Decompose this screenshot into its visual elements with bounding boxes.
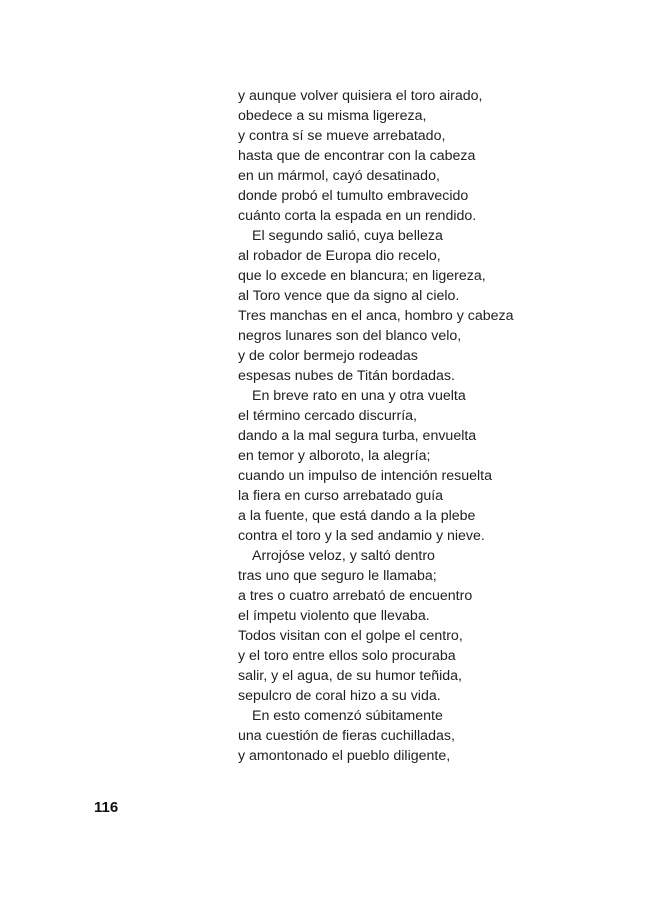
poem-line: negros lunares son del blanco velo, xyxy=(238,328,462,344)
poem-line: a tres o cuatro arrebató de encuentro xyxy=(238,588,473,604)
poem-text xyxy=(238,86,538,766)
poem-line: dando a la mal segura turba, envuelta xyxy=(238,428,477,444)
poem-line: a la fuente, que está dando a la plebe xyxy=(238,508,476,524)
poem-line: una cuestión de fieras cuchilladas, xyxy=(238,728,455,744)
page-number: 116 xyxy=(94,799,119,816)
poem-line: que lo excede en blancura; en ligereza, xyxy=(238,268,486,284)
poem-line: donde probó el tumulto embravecido xyxy=(238,188,469,204)
poem-line: la fiera en curso arrebatado guía xyxy=(238,488,444,504)
poem-line: y de color bermejo rodeadas xyxy=(238,348,418,364)
poem-line: en temor y alboroto, la alegría; xyxy=(238,448,431,464)
poem-line: y amontonado el pueblo diligente, xyxy=(238,748,451,764)
poem-line: Tres manchas en el anca, hombro y cabeza xyxy=(238,308,514,324)
poem-line: espesas nubes de Titán bordadas. xyxy=(238,368,455,384)
poem-line: en un mármol, cayó desatinado, xyxy=(238,168,440,184)
poem-line: salir, y el agua, de su humor teñida, xyxy=(238,668,462,684)
poem-line: y contra sí se mueve arrebatado, xyxy=(238,128,446,144)
poem-line: cuando un impulso de intención resuelta xyxy=(238,468,492,484)
poem-line: contra el toro y la sed andamio y nieve. xyxy=(238,528,485,544)
poem-line: tras uno que seguro le llamaba; xyxy=(238,568,437,584)
poem-line: al Toro vence que da signo al cielo. xyxy=(238,288,460,304)
poem-line: el término cercado discurría, xyxy=(238,408,417,424)
poem-line: y el toro entre ellos solo procuraba xyxy=(238,648,456,664)
poem-line: El segundo salió, cuya belleza xyxy=(252,228,443,244)
poem-line: al robador de Europa dio recelo, xyxy=(238,248,441,264)
poem-line: Arrojóse veloz, y saltó dentro xyxy=(252,548,435,564)
poem-line: En breve rato en una y otra vuelta xyxy=(252,388,466,404)
poem-line: sepulcro de coral hizo a su vida. xyxy=(238,688,441,704)
poem-line: y aunque volver quisiera el toro airado, xyxy=(238,88,483,104)
poem-line: cuánto corta la espada en un rendido. xyxy=(238,208,477,224)
poem-line: hasta que de encontrar con la cabeza xyxy=(238,148,476,164)
poem-line: En esto comenzó súbitamente xyxy=(252,708,443,724)
poem-line: Todos visitan con el golpe el centro, xyxy=(238,628,463,644)
poem-line: obedece a su misma ligereza, xyxy=(238,108,427,124)
poem-line: el ímpetu violento que llevaba. xyxy=(238,608,430,624)
